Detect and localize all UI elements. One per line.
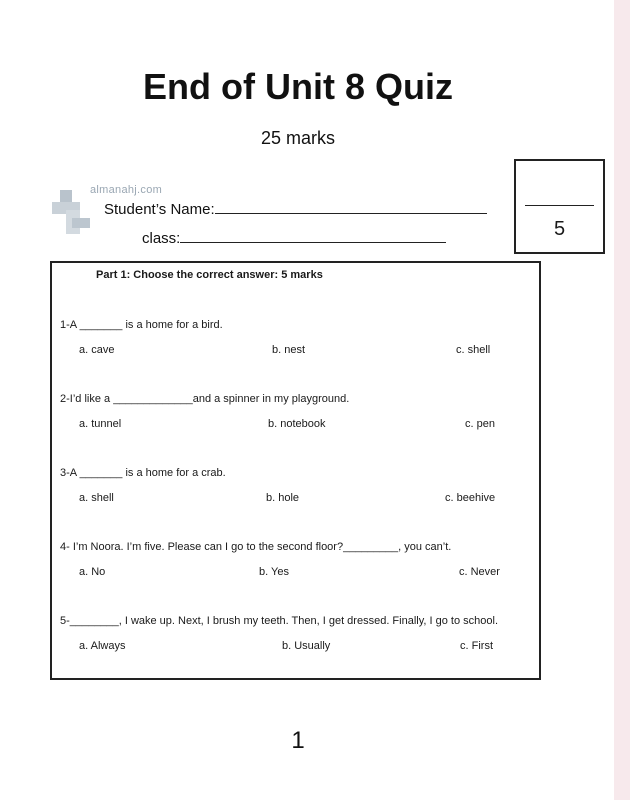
class-blank (180, 228, 446, 243)
q3-option-b: b. hole (266, 492, 300, 504)
q1-option-a: a. cave (79, 344, 115, 356)
class-field (142, 228, 446, 247)
q2-option-c: c. pen (465, 418, 495, 430)
student-name-blank (215, 199, 487, 214)
page-title: End of Unit 8 Quiz (143, 66, 453, 107)
q5-option-b: b. Usually (282, 640, 331, 652)
q1-option-c: c. shell (456, 344, 491, 356)
q4-option-c: c. Never (459, 566, 500, 578)
student-name-label: Student’s Name: (104, 201, 215, 218)
total-marks: 25 marks (260, 128, 336, 148)
q4-option-a: a. No (79, 566, 106, 578)
watermark-site: almanahj.com (90, 184, 163, 196)
q2-option-a: a. tunnel (79, 418, 122, 430)
score-total: 5 (553, 218, 566, 240)
class-label: class: (142, 230, 181, 247)
page-edge-strip (614, 0, 630, 800)
q3-option-a: a. shell (79, 492, 114, 504)
q5-option-c: c. First (460, 640, 493, 652)
q4-option-b: b. Yes (259, 566, 289, 578)
question-2: 2-I’d like a _____________and a spinner in my playground. (60, 393, 350, 405)
page-number: 1 (291, 727, 305, 754)
q2-option-b: b. notebook (268, 418, 326, 430)
question-3: 3-A _______ is a home for a crab. (60, 467, 226, 479)
score-blank-line (525, 205, 594, 206)
question-4: 4- I’m Noora. I’m five. Please can I go to the second floor?_________, you can’t. (60, 541, 452, 553)
question-1: 1-A _______ is a home for a bird. (60, 319, 223, 331)
watermark-logo-icon (52, 188, 92, 244)
score-box (514, 159, 605, 254)
q3-option-c: c. beehive (445, 492, 496, 504)
student-name-field (104, 199, 487, 218)
quiz-box (50, 261, 541, 680)
part-title: Part 1: Choose the correct answer: 5 marks (96, 269, 323, 281)
question-5: 5-________, I wake up. Next, I brush my teeth. Then, I get dressed. Finally, I go to school. (60, 615, 499, 627)
q1-option-b: b. nest (272, 344, 306, 356)
q5-option-a: a. Always (79, 640, 126, 652)
